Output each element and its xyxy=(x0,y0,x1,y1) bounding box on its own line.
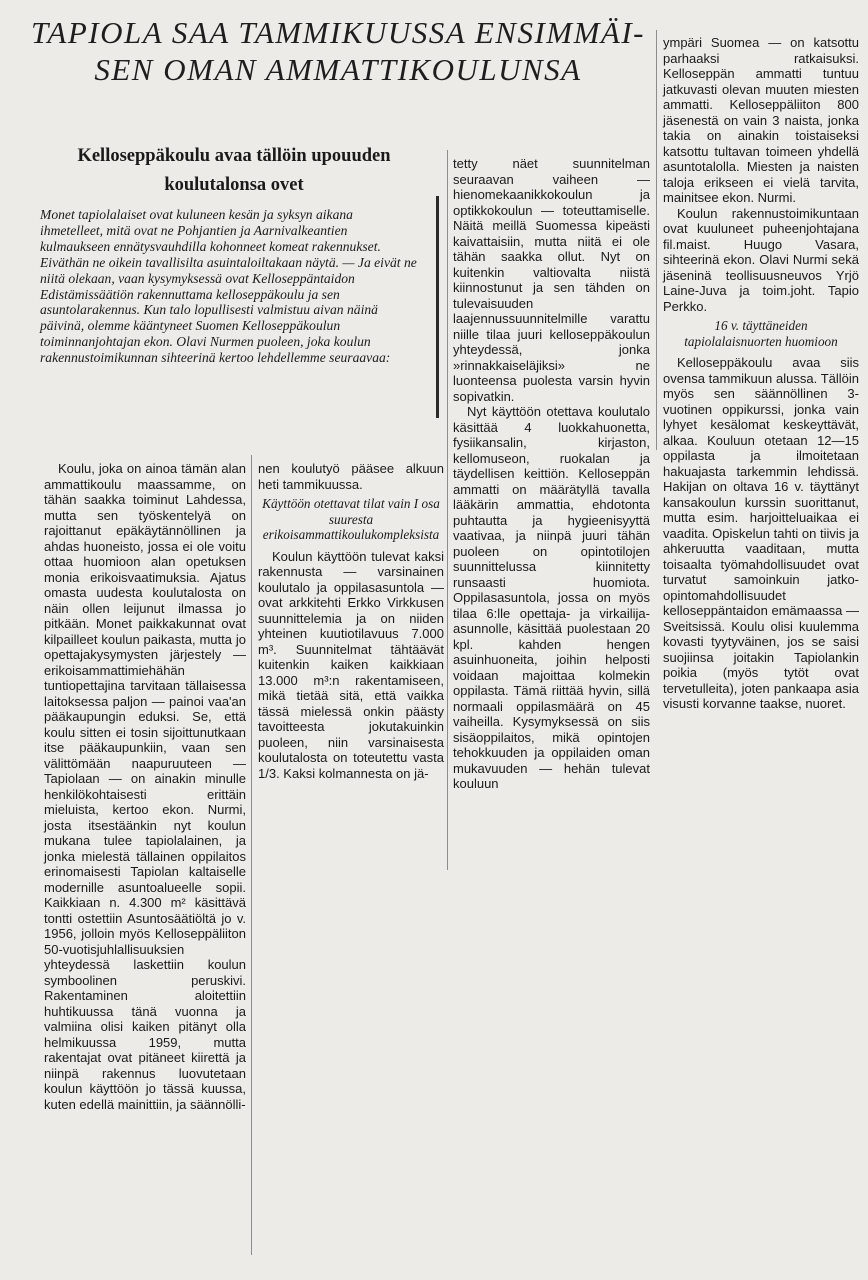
article-headline: TAPIOLA SAA TAMMIKUUSSA ENSIMMÄI- SEN OMAN AMMATTIKOULUNSA xyxy=(30,15,646,87)
column-rule xyxy=(251,455,252,1255)
text-column-4 xyxy=(663,35,859,712)
column-rule xyxy=(447,150,448,870)
paragraph: Koulu, joka on ainoa tämän alan ammattikoulu maassamme, on tähän saakka toiminut Lahdessa, mutta sen työskentelyä on rajoittanut epäkäytännöllinen ja ahdas huoneisto, jossa ei ole voitu ottaa huomioon alan opetuksen monia erikoisvaatimuksia. Ajatus omasta uudesta koulutalosta on näin ollen leijunut ilmassa jo pitkään. Monet paikkakunnat ovat kilpailleet koulun paikasta, mutta jo opettajakysymysten järjestely — erikoisammattimiehähän tuntiopettajina tarvitaan tällaisessa laitoksessa paljon — painoi vaa'an pääkaupungin eduksi. Se, että koulu sitten ei tosin sijoittunutkaan itse pääkaupunkiin, vaan sen välittömään naapuruuteen — Tapiolaan — on ainakin minulle henkilökohtaisesti erittäin mieluista, kertoo ekon. Nurmi, josta itsestäänkin nyt koulun mukana tulee tapiolalainen, ja jonka mielestä tällainen oppilaitos erinomaisesti Tapiolan kaltaiselle modernille asuntoalueelle sopii. Kaikkiaan n. 4.300 m² käsittävä tontti ostettiin Asuntosäätiöltä jo v. 1956, jolloin myös Kelloseppäliiton 50-vuotisjuhlallisuuksien yhteydessä laskettiin koulun symboolinen peruskivi. Rakentaminen aloitettiin huhtikuussa tänä vuonna ja valmiina olisi kaiken pitänyt olla helmikuussa 1959, mutta rakentajat ovat pitäneet kiirettä ja niinpä rakennus luovutetaan koulun käyttöön jo tässä kuussa, kuten edellä mainittiin, ja säännölli- xyxy=(44,461,246,1112)
paragraph: Koulun käyttöön tulevat kaksi rakennusta — varsinainen koulutalo ja oppilasasuntola — ovat arkkitehti Erkko Virkkusen suunnittelemia ja on niiden yhteinen kuutiotilavuus 7.000 m³. Suunnitelmat tähtäävät kuitenkin kaiken kaikkiaan 13.000 m³:n rakentamiseen, mikä tietää sitä, että vaikka tässä mielessä onkin päästy tavoitteesta jokutakuinkin puoleen, niin varsinaisesta koulutalosta on toteutettu vasta 1/3. Kaksi kolmannesta on jä- xyxy=(258,548,444,781)
text-column-1 xyxy=(44,461,246,1112)
text-column-2 xyxy=(258,461,444,781)
article-lead: Monet tapiolalaiset ovat kuluneen kesän ja syksyn aikana ihmetelleet, mitä ovat ne Pohjantien ja Aarnivalkeantien kulmaukseen ennätysvauhdilla kohonneet komeat rakennukset. Eiväthän ne oikein tavallisilta asuintaloiltakaan näytä. — Ja eivät ne niitä olekaan, vaan kysymyksessä ovat Kelloseppäntaidon Edistämissäätiön rakennuttama kelloseppäkoulu ja sen asuntolarakennus. Kun talo lopullisesti valmistuu aivan näinä päivinä, olemme kääntyneet Suomen Kelloseppäkoulun toiminnanjohtajan ekon. Olavi Nurmen puoleen, joka koulun rakennustoimikunnan sihteerinä kertoo lehdellemme seuraavaa: xyxy=(40,207,417,366)
paragraph: Nyt käyttöön otettava koulutalo käsittää 4 luokkahuonetta, fysiikansalin, kirjaston, kellomuseon, ruokalan ja täydellisen keittiön. Kelloseppän ammatti on määrätyllä tavalla lääkärin ammattia, ehdotonta puhtautta ja hygieenisyyttä vaativaa, ja niinpä juuri tähän puoleen on opintotilojen suunnittelussa kiinnitetty runsaasti huomiota. Oppilasasuntola, jossa on myös tilaa 6:lle opettaja- ja virkailija-asunnolle, käsittää puolestaan 20 kpl. kahden hengen asuinhuoneita, joihin helposti voidaan majoittaa kolmekin oppilasta. Tämä riittää hyvin, sillä normaali oppilasmäärä on 45 vaiheilla. Kysymyksessä on siis sisäoppilaitos, mikä opintojen tehokkuuden ja oppilaiden oman mukavuuden — hehän tulevat kouluun xyxy=(453,404,650,791)
paragraph: ympäri Suomea — on katsottu parhaaksi ratkaisuksi. Kelloseppän ammatti tuntuu jatkuvasti olevan muuten miesten ammatti. Kelloseppäliiton 800 jäsenestä on vain 3 naista, jonka takia on ainakin toistaiseksi katsottu tultavan toimeen yhdellä asuntotalolla. Miesten ja naisten taloja erikseen ei vielä tarvita, mainitsee ekon. Nurmi. xyxy=(663,35,859,205)
paragraph: Kelloseppäkoulu avaa siis ovensa tammikuun alussa. Tällöin myös sen säännöllinen 3-vuotinen oppikurssi, jonka vain lyhyet kesälomat keskeyttävät, alkaa. Kouluun otetaan 12—15 oppilasta ja ilmoitetaan hakuajasta tarkemmin lehdissä. Hakijan on oltava 16 v. täyttänyt kansakoulun kurssin suorittanut, mutta esim. harjoitteluaikaa ei vaadita. Opiskelun tahti on tiivis ja ahkeruutta vaaditaan, mutta toisaalta työmahdollisuudet ovat turvatut samoinkuin jatko-opintomahdollisuudet kelloseppäntaidon emämaassa — Sveitsissä. Koulu olisi kuulemma kovasti tyytyväinen, jos se saisi suojiinsa joitakin Tapiolankin poikia (myös tytöt ovat tervetulleita), joten pankaapa asia visusti korvanne taakse, nuoret. xyxy=(663,355,859,711)
column-rule xyxy=(656,30,657,450)
paragraph: nen koulutyö pääsee alkuun heti tammikuussa. xyxy=(258,461,444,492)
paragraph: tetty näet suunnitelman seuraavan vaiheen — hienomekaanikkokoulun ja optikkokoulun — toteuttamiselle. Näitä meillä Suomessa kipeästi kaivattaisiin, mutta niitä ei ole tähän saakka ollut. Nyt on kuitenkin valtiovalta niistä kiinnostunut ja sen tähden on tulevaisuuden laajennussuunnitelmille varattu niille tilaa juuri kelloseppäkoulun yhteydessä, jonka »rinnakkaiseläjiksi» ne luonteensa puolesta varsin hyvin sopivatkin. xyxy=(453,156,650,404)
paragraph: Koulun rakennustoimikuntaan ovat kuuluneet puheenjohtajana fil.maist. Huugo Vasara, sihteerinä ekon. Olavi Nurmi sekä jäseninä teollisuusneuvos Yrjö Laine-Juva ja toim.joht. Tapio Perkko. xyxy=(663,205,859,314)
section-subheading: 16 v. täyttäneiden tapiolalaisnuorten huomioon xyxy=(684,318,838,349)
text-column-3 xyxy=(453,156,650,792)
section-subheading: Käyttöön otettavat tilat vain I osa suuresta erikoisammattikoulukompleksista xyxy=(262,496,440,542)
lead-sidebar-rule xyxy=(436,196,439,418)
article-subhead: Kelloseppäkoulu avaa tällöin upouuden koulutalonsa ovet xyxy=(77,146,391,195)
